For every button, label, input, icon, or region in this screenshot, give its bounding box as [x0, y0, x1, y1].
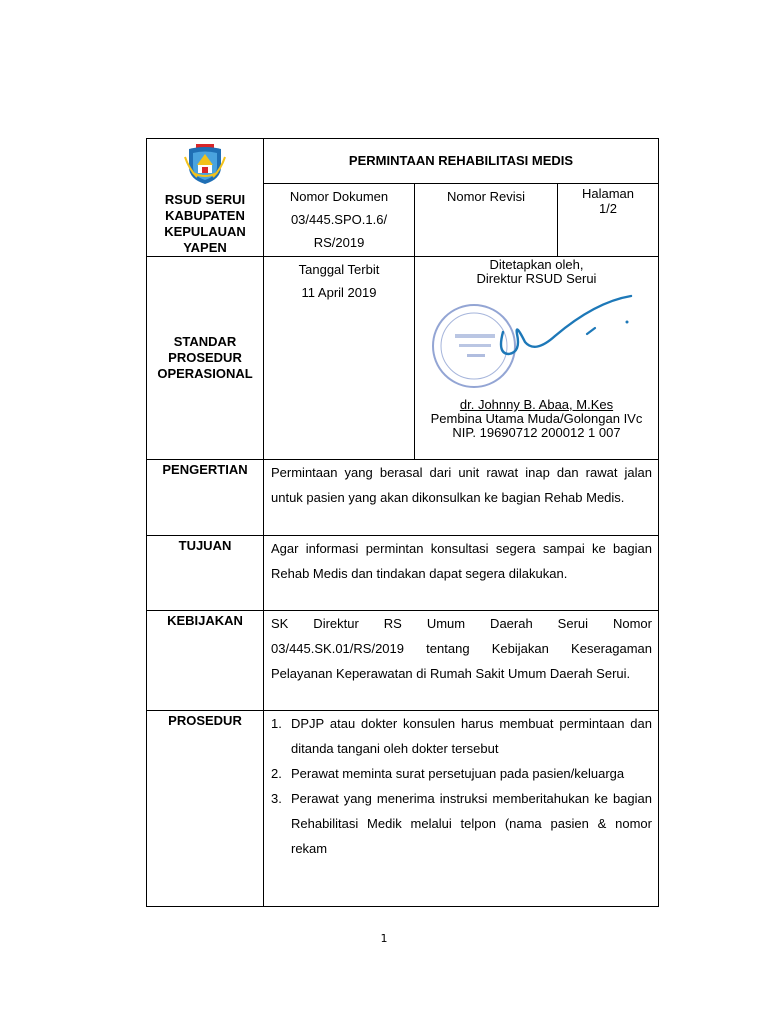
document-number-line-1: 03/445.SPO.1.6/ [290, 211, 388, 227]
document-number-line-2: RS/2019 [313, 234, 365, 250]
prosedur-label: PROSEDUR [147, 711, 264, 907]
prosedur-step [271, 761, 652, 786]
pengertian-paragraph: Permintaan yang berasal dari unit rawat inap dan rawat jalan untuk pasien yang akan dikonsulkan ke bagian Rehab Medis. [271, 465, 652, 505]
step-text: Perawat yang menerima instruksi memberitahukan ke bagian Rehabilitasi Medik melalui telpon (nama pasien & nomor rekam [291, 791, 652, 856]
kebijakan-paragraph: SK Direktur RS Umum Daerah Serui Nomor 03/445.SK.01/RS/2019 tentang Kebijakan Keseragaman Pelayanan Keperawatan di Rumah Sakit Umum Daerah Serui. [271, 616, 652, 681]
sop-table [146, 138, 659, 907]
prosedur-list [271, 711, 652, 861]
pengertian-label: PENGERTIAN [147, 460, 264, 536]
signer-nip: NIP. 19690712 200012 1 007 [452, 425, 621, 440]
tujuan-label: TUJUAN [147, 536, 264, 611]
prosedur-steps [264, 711, 659, 907]
org-line-4: YAPEN [183, 240, 227, 255]
org-line-3: KEPULAUAN [164, 224, 246, 239]
established-by: Ditetapkan oleh, [489, 257, 584, 272]
signature-area [415, 286, 658, 398]
page-number: 1 [380, 932, 388, 945]
prosedur-step [271, 711, 652, 761]
regency-logo-icon [183, 143, 227, 185]
page-cell [558, 183, 659, 257]
organization-cell [147, 139, 264, 257]
document-title: PERMINTAAN REHABILITASI MEDIS [264, 139, 659, 184]
issue-date-cell [264, 257, 415, 460]
organization-name [147, 192, 263, 256]
approval-cell [415, 257, 659, 460]
issue-date-label: Tanggal Terbit [298, 262, 380, 277]
pengertian-text [264, 460, 659, 536]
step-text: Perawat meminta surat persetujuan pada pasien/keluarga [291, 766, 625, 781]
document-number-label: Nomor Dokumen [289, 188, 389, 204]
established-role: Direktur RSUD Serui [476, 271, 597, 286]
signature-icon [495, 292, 695, 392]
sop-label-line-1: STANDAR [173, 334, 237, 349]
tujuan-text [264, 536, 659, 611]
step-number: 1. [271, 716, 282, 731]
revision-label: Nomor Revisi [446, 188, 525, 204]
org-line-2: KABUPATEN [165, 208, 245, 223]
org-line-1: RSUD SERUI [164, 192, 246, 207]
step-number: 3. [271, 791, 282, 806]
kebijakan-label: KEBIJAKAN [147, 611, 264, 711]
step-text: DPJP atau dokter konsulen harus membuat permintaan dan ditanda tangani oleh dokter tersebut [291, 716, 652, 756]
signer-name: dr. Johnny B. Abaa, M.Kes [459, 397, 614, 412]
page-label: Halaman [581, 185, 635, 201]
step-number: 2. [271, 766, 282, 781]
sop-label-cell [147, 257, 264, 460]
tujuan-paragraph: Agar informasi permintan konsultasi segera sampai ke bagian Rehab Medis dan tindakan dapat segera dilakukan. [271, 541, 652, 581]
issue-date: 11 April 2019 [301, 285, 377, 300]
signer-rank: Pembina Utama Muda/Golongan IVc [430, 411, 643, 426]
prosedur-step [271, 786, 652, 861]
sop-label-line-2: PROSEDUR [168, 350, 242, 365]
sop-label-line-3: OPERASIONAL [157, 366, 253, 381]
kebijakan-text [264, 611, 659, 711]
page-value: 1/2 [598, 200, 618, 216]
revision-cell [415, 183, 558, 257]
document-number-cell [264, 183, 415, 257]
